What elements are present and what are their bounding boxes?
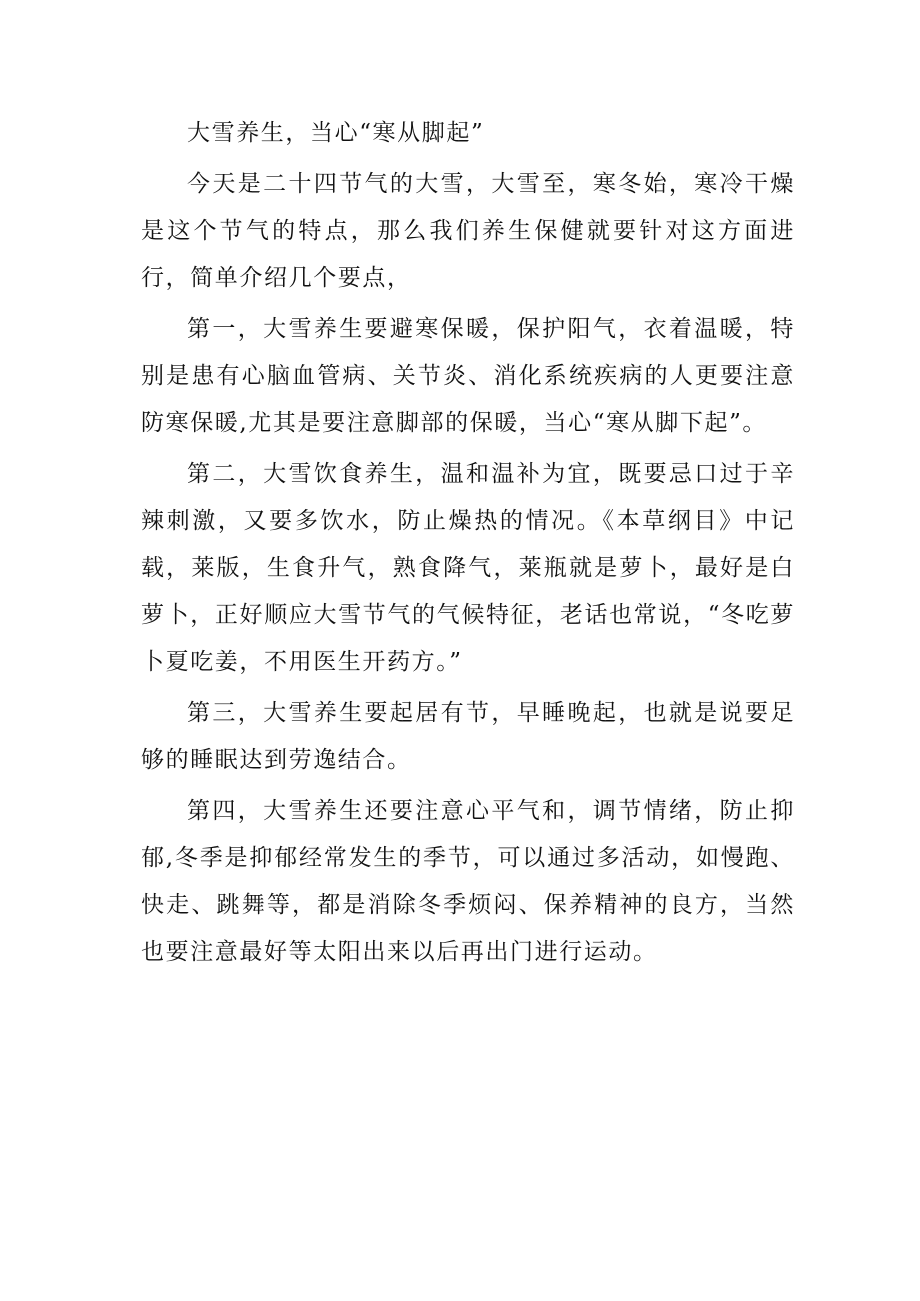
paragraph-first: 第一，大雪养生要避寒保暖，保护阳气，衣着温暖，特别是患有心脑血管病、关节炎、消化系统疾病的人更要注意防寒保暖,尤其是要注意脚部的保暖，当心“寒从脚下起”。 [141, 316, 795, 436]
paragraph-third: 第三，大雪养生要起居有节，早睡晚起，也就是说要足够的睡眠达到劳逸结合。 [141, 700, 795, 773]
document-title: 大雪养生，当心“寒从脚起” [187, 120, 485, 146]
paragraph-fourth: 第四，大雪养生还要注意心平气和，调节情绪，防止抑郁,冬季是抑郁经常发生的季节，可以通过多活动，如慢跑、快走、跳舞等，都是消除冬季烦闷、保养精神的良方，当然也要注意最好等太阳出来以后再出门进行运动。 [141, 798, 795, 965]
paragraph-second: 第二，大雪饮食养生，温和温补为宜，既要忌口过于辛辣刺激，又要多饮水，防止燥热的情况。《本草纲目》中记载，莱版，生食升气，熟食降气，莱瓶就是萝卜，最好是白萝卜，正好顺应大雪节气的气候特征，老话也常说，“冬吃萝卜夏吃姜，不用医生开药方。” [141, 461, 795, 675]
document-body [141, 110, 795, 980]
paragraph-intro: 今天是二十四节气的大雪，大雪至，寒冬始，寒冷干燥是这个节气的特点，那么我们养生保健就要针对这方面进行，简单介绍几个要点， [141, 171, 795, 291]
